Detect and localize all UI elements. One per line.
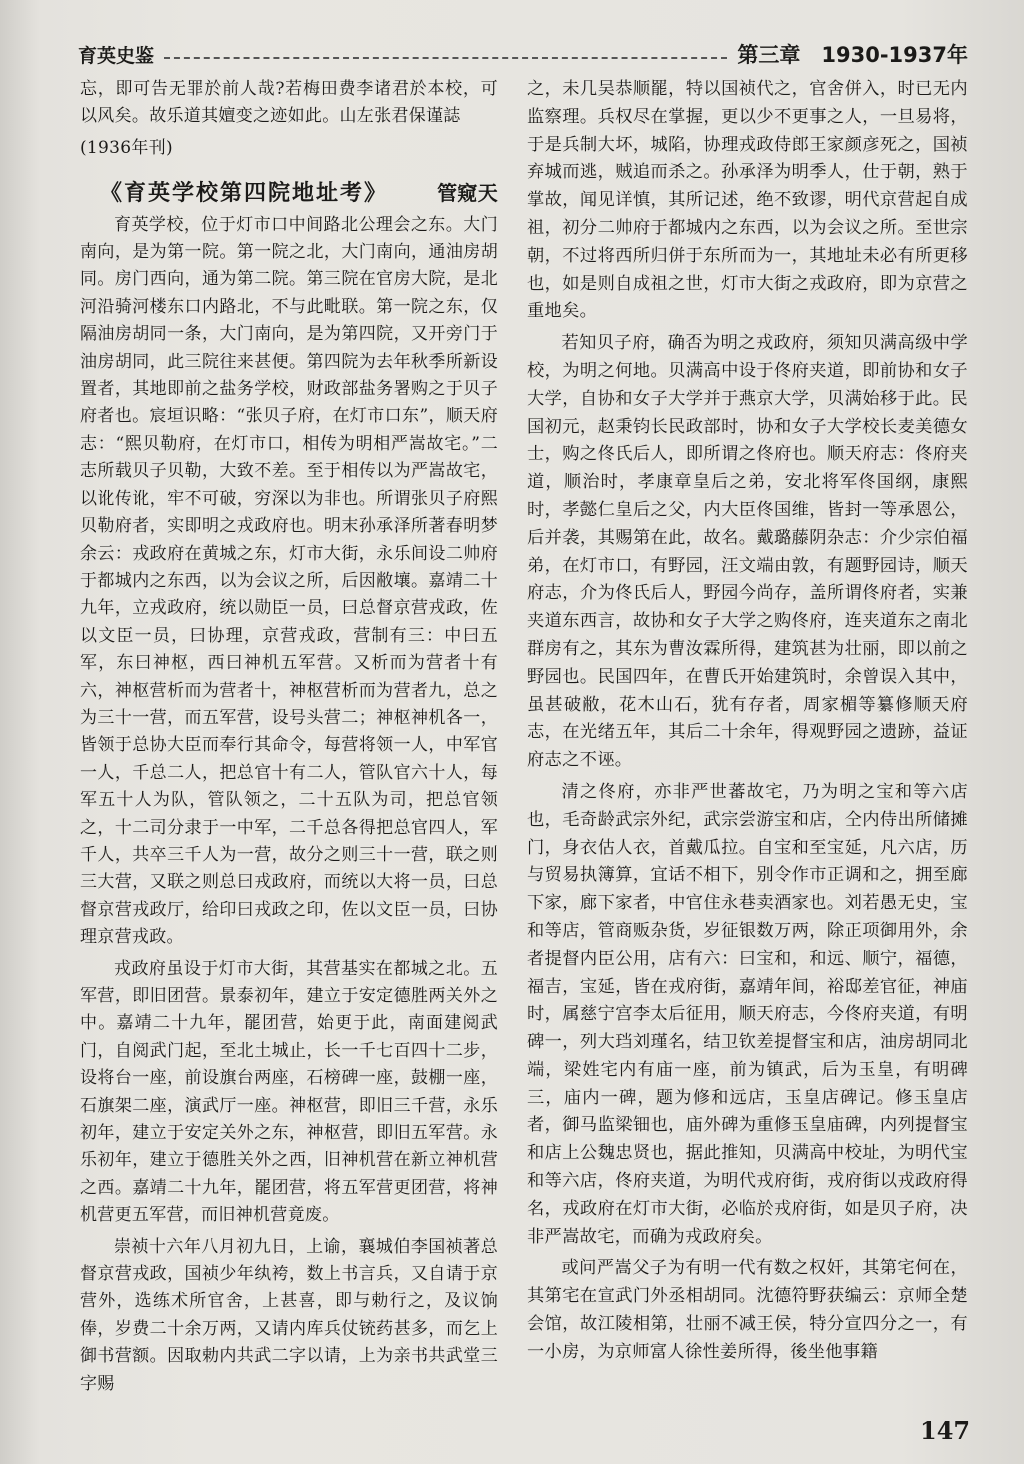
paragraph: 育英学校，位于灯市口中间路北公理会之东。大门南向，是为第一院。第一院之北，大门南向，通油房胡同。房门西向，通为第二院。第三院在官房大院，是北河沿骑河楼东口内路北，不与此毗联。第一院之东，仅隔油房胡同一条，大门南向，是为第四院，又开旁门于油房胡同，此三院往来甚便。第四院为去年秋季所新设置者，其地即前之盐务学校，财政部盐务署购之于贝子府者也。宸垣识略：“张贝子府，在灯市口东”，顺天府志：“熙贝勒府，在灯市口，相传为明相严嵩故宅。”二志所载贝子贝勒，大致不差。至于相传以为严嵩故宅，以讹传讹，牢不可破，穷深以为非也。所谓张贝子府熙贝勒府者，实即明之戎政府也。明末孙承泽所著春明梦余云：戎政府在黄城之东，灯市大街，永乐间设二帅府于都城内之东西，以为会议之所，后因敝壤。嘉靖二十九年，立戎政府，统以勋臣一员，曰总督京营戎政，佐以文臣一员，曰协理，京营戎政，营制有三：中曰五军，东曰神枢，西曰神机五军营。又析而为营者十有六，神枢营析而为营者十，神枢营析而为营者九，总之为三十一营，而五军营，设号头营二；神枢神机各一，皆领于总协大臣而奉行其命令，每营将领一人，中军官一人，千总二人，把总官十有二人，管队官六十人，每军五十人为队，管队领之，二十五队为司，把总官领之，十二司分隶于一中军，二千总各得把总官四人，军千人，共卒三千人为一营，故分之则三十一营，联之则三大营，又联之则总曰戎政府，而统以大将一员，曰总督京营戎政厅，给印曰戎政之印，佐以文臣一员，曰协理京营戎政。 [80,214,498,948]
running-header [78,38,968,70]
article-author: 管窥天 [437,181,498,206]
continued-paragraph: 忘，即可告无罪於前人哉?若梅田费李诸君於本校，可以风矣。故乐道其嬗变之迹如此。山左张君保谨誌 [80,79,498,127]
book-title: 育英史鉴 [78,44,155,67]
page-number: 147 [920,1416,971,1445]
article-title: 《育英学校第四院地址考》 [100,181,389,207]
paragraph: 崇祯十六年八月初九日，上谕，襄城伯李国祯著总督京营戎政，国祯少年纨袴，数上书言兵，又自请于京营外，选练术所官舍，上甚喜，即与勅行之，及议饷俸，岁费二十余万两，又请内库兵仗铳药甚多，而乞上御书营额。因取勅内共武二字以请，上为亲书共武堂三字赐 [80,1236,498,1394]
paragraph: 或问严嵩父子为有明一代有数之权奸，其第宅何在，其第宅在宣武门外丞相胡同。沈德符野获编云：京师全楚会馆，故江陵相第，壮丽不减王侯，特分宣四分之一，有一小房，为京师富人徐性姜所得，後坐他事籍 [527,1258,968,1362]
left-column [80,76,498,1398]
header-divider [164,57,727,59]
paragraph: 若知贝子府，确否为明之戎政府，须知贝满高级中学校，为明之何地。贝满高中设于佟府夹道，即前协和女子大学，自协和女子大学并于燕京大学，贝满始移于此。民国初元，赵秉钧长民政部时，协和女子大学校长麦美德女士，购之佟氏后人，即所谓之佟府也。顺天府志：佟府夹道，顺治时，孝康章皇后之弟，安北将军佟国纲，康熙时，孝懿仁皇后之父，内大臣佟国维，皆封一等承恩公，后并袭，其赐第在此，故名。戴璐藤阴杂志：介少宗伯福弟，在灯市口，有野园，汪文端由敦，有题野园诗，顺天府志，介为佟氏后人，野园今尚存，盖所谓佟府者，实兼夹道东西言，故协和女子大学之购佟府，连夹道东之南北群房有之，其东为曹汝霖所得，建筑甚为壮丽，即以前之野园也。民国四年，在曹氏开始建筑时，余曾误入其中，虽甚破敝，花木山石，犹有存者，周家楣等纂修顺天府志，在光绪五年，其后二十余年，得观野园之遗跡，益证府志之不诬。 [527,333,968,771]
article-heading [80,180,498,207]
right-column [527,76,968,1367]
paragraph: 戎政府虽设于灯市大街，其营基实在都城之北。五军营，即旧团营。景泰初年，建立于安定德胜两关外之中。嘉靖二十九年，罷团营，始更于此，南面建阅武门，自阅武门起，至北土城止，长一千七百四十二步，设将台一座，前设旗台两座，石榜碑一座，鼓棚一座，石旗架二座，演武厅一座。神枢营，即旧三千营，永乐初年，建立于安定关外之东，神枢营，即旧五军营。永乐初年，建立于德胜关外之西，旧神机营在新立神机营之西。嘉靖二十九年，罷团营，将五军营更团营，将神机营更五军营，而旧神机营竟废。 [80,958,498,1226]
continued-paragraph: 之，未几吴恭顺罷，特以国祯代之，官舍併入，时已无内监察理。兵权尽在掌握，更以少不更事之人，一旦易将，于是兵制大坏，城陷，协理戎政侍郎王家颜彦死之，国祯弃城而逃，贼追而杀之。孙承泽为明季人，仕于朝，熟于掌故，闻见详慎，其所记述，绝不致谬，明代京营起自成祖，初分二帅府于都城内之东西，以为会议之所。至世宗朝，不过将西所归併于东所而为一，其地址未必有所更移也，如是则自成祖之世，灯市大街之戎政府，即为京营之重地矣。 [527,79,968,322]
publication-note: (1936年刊) [80,137,173,158]
chapter-title: 第三章 1930-1937年 [737,43,968,67]
paragraph: 清之佟府，亦非严世蕃故宅，乃为明之宝和等六店也，毛奇龄武宗外纪，武宗尝游宝和店，仝内侍出所储摊门，身衣估人衣，首戴瓜拉。自宝和至宝延，凡六店，历与贸易执簿算，宜话不相下，别令作市正调和之，拥至廊下家，廊下家者，中官住永巷卖酒家也。刘若愚无史，宝和等店，管商贩杂货，岁征银数万两，除正项御用外，余者提督内臣公用，店有六：曰宝和，和远、顺宁，福德，福吉，宝延，皆在戎府街，嘉靖年间，裕邸差官征，神庙时，属慈宁宫李太后征用，顺天府志，今佟府夹道，有明碑一，列大珰刘瑾名，结卫钦差提督宝和店，油房胡同北端，梁姓宅内有庙一座，前为镇武，后为玉皇，有明碑三，庙内一碑，题为修和远店，玉皇店碑记。修玉皇店者，御马监梁钿也，庙外碑为重修玉皇庙碑，内列提督宝和店上公魏忠贤也，据此推知，贝满高中校址，为明代宝和等六店，佟府夹道，为明代戎府街，戎府街以戎政府得名，戎政府在灯市大街，必临於戎府街，如是贝子府，决非严嵩故宅，而确为戎政府矣。 [527,781,968,1247]
